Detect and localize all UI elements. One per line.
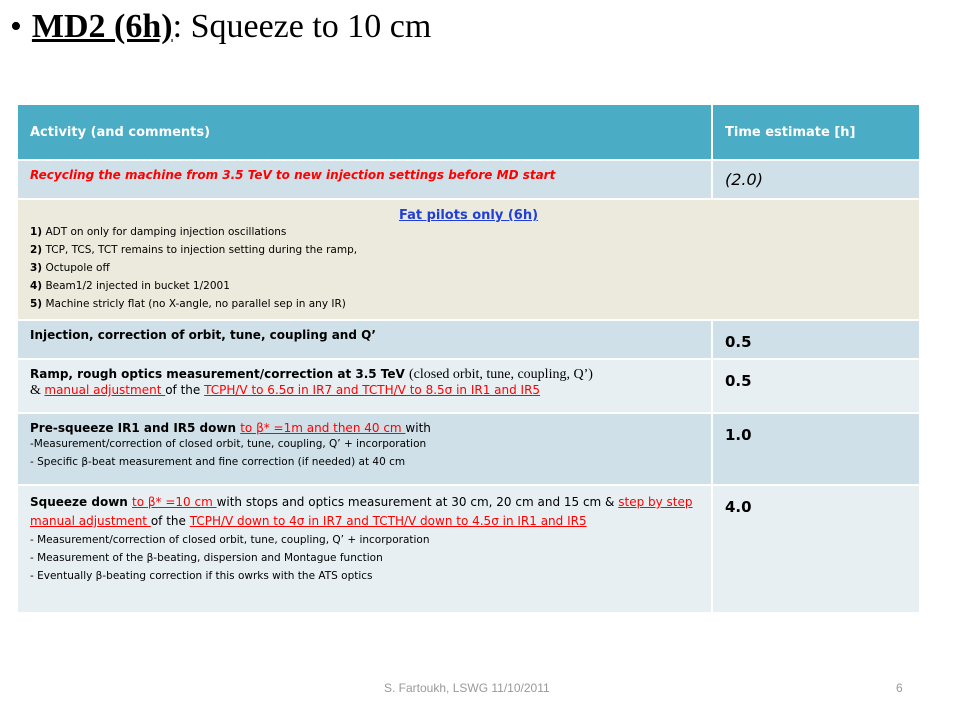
title-topic: Squeeze to 10 cm [182,8,432,45]
title-session: MD2 (6h) [31,8,173,45]
ramp-text: Ramp, rough optics measurement/correction at 3.5 TeV (closed orbit, tune, coupling, Q’) & manual adjustment of the TCPH/V to 6.5σ in IR7 and TCTH/V to 8.5σ in IR1 and IR5 [17,359,712,413]
table-row-fat-pilots [17,199,920,320]
footer-author-date: S. Fartoukh, LSWG 11/10/2011 [384,681,550,695]
list-item: 2) TCP, TCS, TCT remains to injection setting during the ramp, [30,244,358,256]
injection-text: Injection, correction of orbit, tune, coupling and Q’ [17,320,712,359]
table-row-ramp [17,359,920,413]
header-time-estimate: Time estimate [h] [712,104,920,160]
title-colon: : [172,8,183,45]
table-row-presqueeze [17,413,920,485]
recycling-time: (2.0) [712,160,920,199]
list-item: 3) Octupole off [30,262,110,274]
header-activity: Activity (and comments) [17,104,712,160]
ramp-time: 0.5 [712,359,920,413]
list-item: 1) ADT on only for damping injection oscillations [30,226,287,238]
table-row-squeeze [17,485,920,613]
injection-time: 0.5 [712,320,920,359]
table-header-row [17,104,920,160]
md-agenda-table [16,103,921,614]
list-item: 5) Machine stricly flat (no X-angle, no parallel sep in any IR) [30,298,346,310]
title-bullet: • [10,8,22,45]
list-item: 4) Beam1/2 injected in bucket 1/2001 [30,280,230,292]
fat-pilots-title: Fat pilots only (6h) [398,208,539,223]
page-number: 6 [896,681,903,695]
squeeze-text: Squeeze down to β* =10 cm with stops and optics measurement at 30 cm, 20 cm and 15 cm & step by step manual adjustment of the TCPH/V down to 4σ in IR7 and TCTH/V down to 4.5σ in IR1 and IR5 - Measurement/correction of closed orbit, tune, coupling, Q’ + incorporation - Measurement of the β-beating, dispersion and Montague function - Eventually β-beating correction if this owrks with the ATS optics [17,485,712,613]
fat-pilots-cell [17,199,920,320]
presqueeze-text: Pre-squeeze IR1 and IR5 down to β* =1m and then 40 cm with -Measurement/correction of closed orbit, tune, coupling, Q’ + incorporation - Specific β-beat measurement and fine correction (if needed) at 40 cm [17,413,712,485]
fat-pilots-list [30,223,907,313]
presqueeze-time: 1.0 [712,413,920,485]
recycling-text: Recycling the machine from 3.5 TeV to new injection settings before MD start [17,160,712,199]
squeeze-time: 4.0 [712,485,920,613]
slide-title [10,8,431,46]
table-row-injection [17,320,920,359]
table-row-recycling [17,160,920,199]
